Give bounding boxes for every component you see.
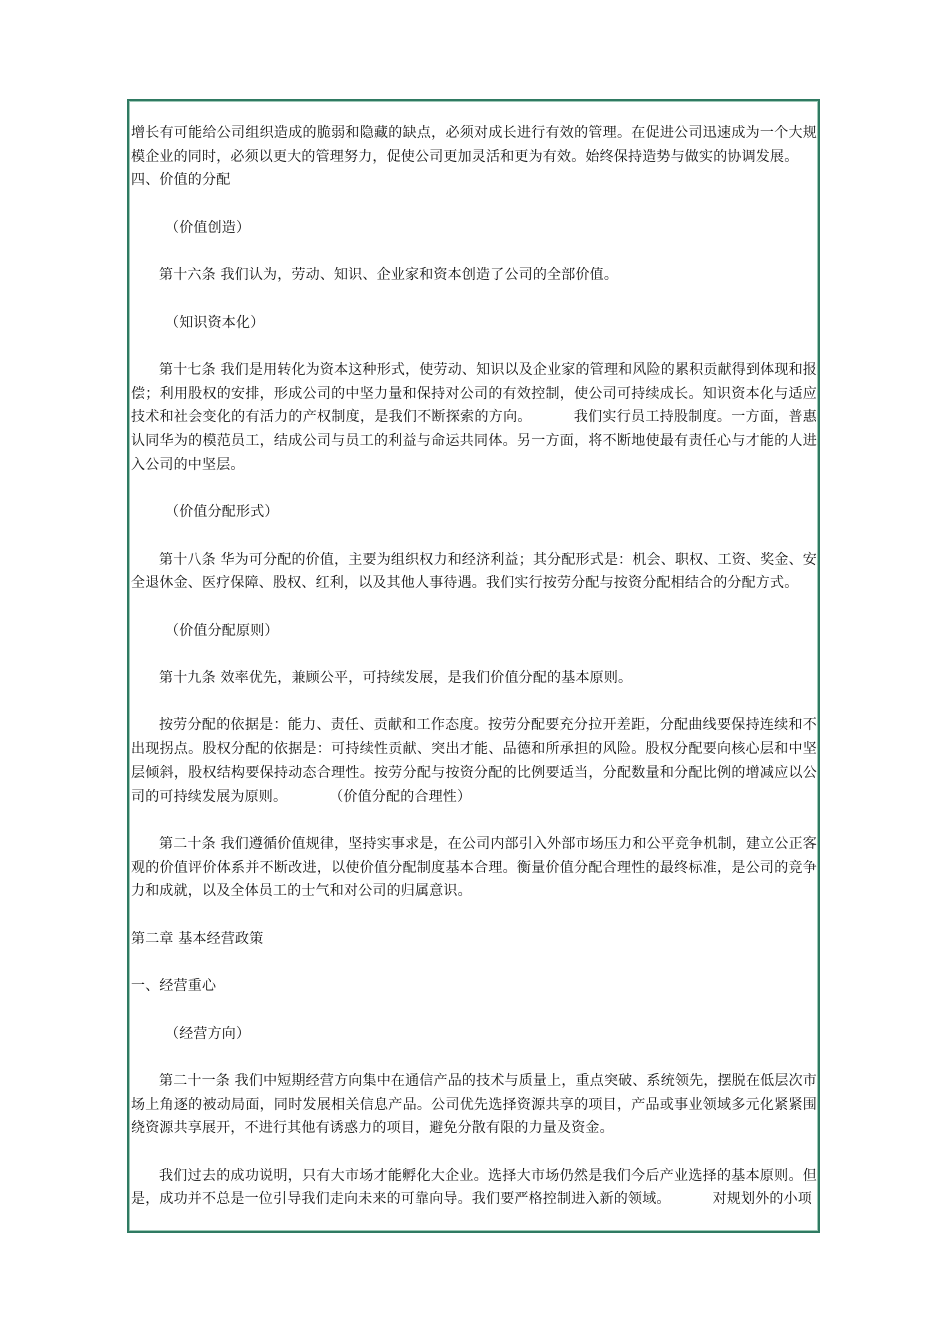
- subheading-business-direction: （经营方向）: [165, 1025, 251, 1042]
- document-body: [131, 122, 817, 1212]
- distribution-basis: [131, 714, 817, 809]
- article-19: 第十九条 效率优先，兼顾公平，可持续发展，是我们价值分配的基本原则。: [159, 670, 633, 687]
- article-20: 第二十条 我们遵循价值规律，坚持实事求是，在公司内部引入外部市场压力和公平竞争机制，建立公正客观的价值评价体系并不断改进，以使价值分配制度基本合理。衡量价值分配合理性的最终标准，是公司的竞争力和成就，以及全体员工的士气和对公司的归属意识。: [131, 835, 817, 900]
- article-17: [131, 359, 817, 478]
- article-17-part-1: 第十七条 我们是用转化为资本这种形式，使劳动、知识以及企业家的管理和风险的累积贡献得到体现和报偿；利用股权的安排，形成公司的中坚力量和保持对公司的有效控制，使公司可持续成长。知识资本化与适应技术和社会变化的有活力的产权制度，是我们不断探索的方向。: [131, 361, 817, 426]
- paragraph-market-principle: [131, 1165, 817, 1212]
- chapter-heading-2: 第二章 基本经营政策: [131, 930, 264, 947]
- subheading-distribution-principle: （价值分配原则）: [165, 622, 279, 639]
- market-principle-continuation: 对规划外的小项: [712, 1191, 813, 1208]
- subheading-knowledge-capitalization: （知识资本化）: [165, 314, 265, 331]
- article-18: 第十八条 华为可分配的价值，主要为组织权力和经济利益；其分配形式是：机会、职权、工资、奖金、安全退休金、医疗保障、股权、红利，以及其他人事待遇。我们实行按劳分配与按资分配相结合的分配方式。: [131, 551, 817, 592]
- market-principle-text: 我们过去的成功说明，只有大市场才能孵化大企业。选择大市场仍然是我们今后产业选择的基本原则。但是，成功并不总是一位引导我们走向未来的可靠向导。我们要严格控制进入新的领域。: [131, 1167, 817, 1208]
- article-21: 第二十一条 我们中短期经营方向集中在通信产品的技术与质量上，重点突破、系统领先，摆脱在低层次市场上角逐的被动局面，同时发展相关信息产品。公司优先选择资源共享的项目，产品或事业领域多元化紧紧围绕资源共享展开，不进行其他有诱惑力的项目，避免分散有限的力量及资金。: [131, 1072, 817, 1137]
- subheading-distribution-form: （价值分配形式）: [165, 504, 279, 521]
- article-16: 第十六条 我们认为，劳动、知识、企业家和资本创造了公司的全部价值。: [159, 267, 619, 284]
- section-heading-business-focus: 一、经营重心: [131, 978, 217, 995]
- section-heading-value-distribution: 四、价值的分配: [131, 172, 231, 189]
- subheading-reasonableness: （价值分配的合理性）: [329, 788, 472, 805]
- subheading-value-creation: （价值创造）: [165, 219, 251, 236]
- article-17-part-2: 我们实行员工持股制度。一方面，普惠认同华为的模范员工，结成公司与员工的利益与命运共同体。另一方面，将不断地使最有责任心与才能的人进入公司的中坚层。: [131, 409, 817, 473]
- paragraph-growth-management: 增长有可能给公司组织造成的脆弱和隐藏的缺点，必须对成长进行有效的管理。在促进公司迅速成为一个大规模企业的同时，必须以更大的管理努力，促使公司更加灵活和更为有效。始终保持造势与做实的协调发展。: [131, 125, 817, 165]
- distribution-basis-text: 按劳分配的依据是：能力、责任、贡献和工作态度。按劳分配要充分拉开差距，分配曲线要保持连续和不出现拐点。股权分配的依据是：可持续性贡献、突出才能、品德和所承担的风险。股权分配要向核心层和中坚层倾斜，股权结构要保持动态合理性。按劳分配与按资分配的比例要适当，分配数量和分配比例的增减应以公司的可持续发展为原则。: [131, 717, 817, 805]
